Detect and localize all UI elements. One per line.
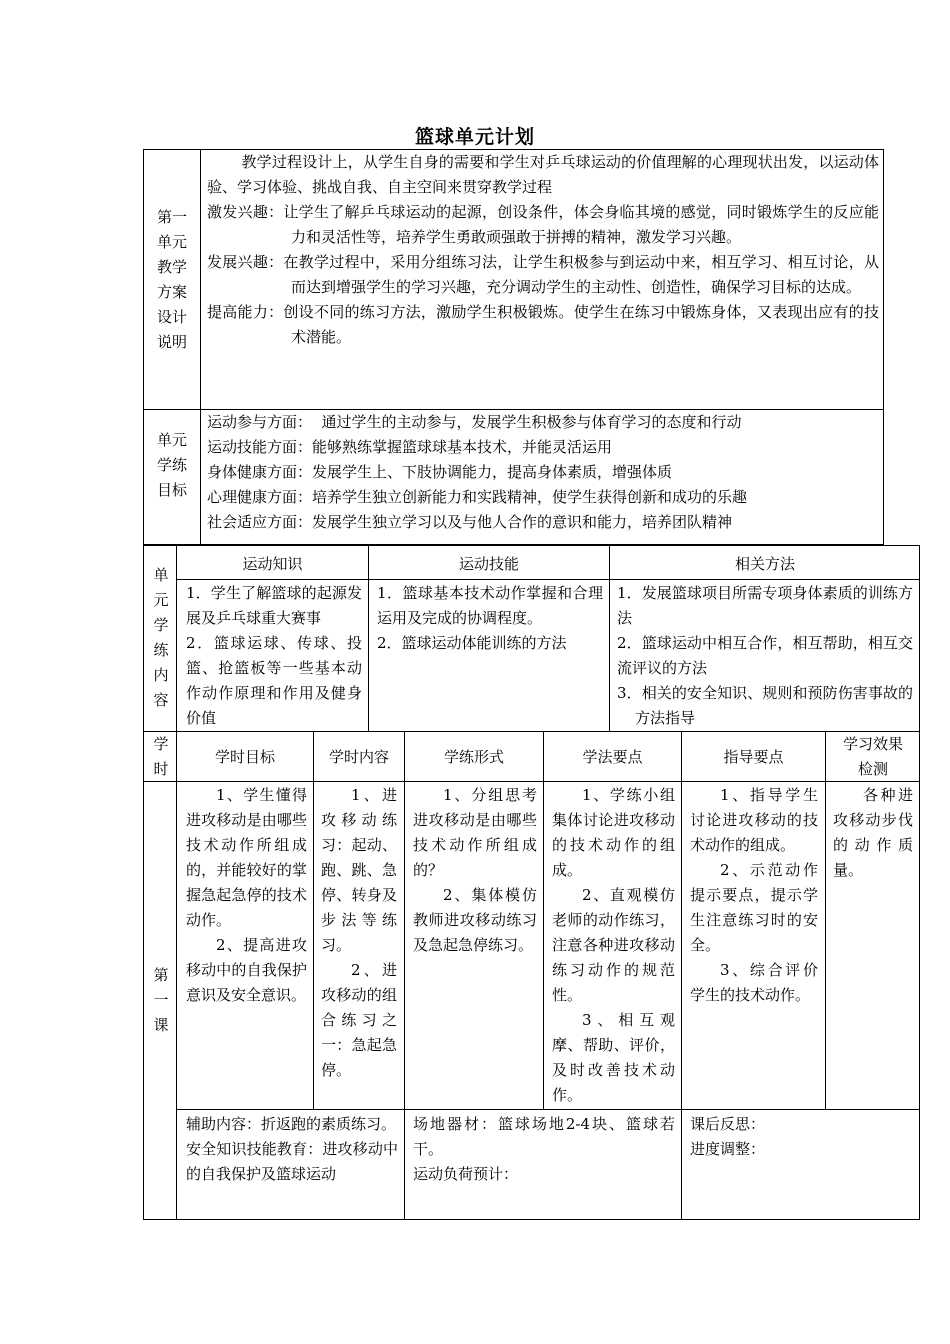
methods-item: 2．篮球运动中相互合作，相互帮助，相互交流评议的方法 bbox=[617, 634, 913, 677]
header-methods: 相关方法 bbox=[734, 555, 795, 573]
lesson-evaluation bbox=[833, 783, 913, 883]
goal-mental: 心理健康方面：培养学生独立创新能力和实践精神，使学生获得创新和成功的乐趣 bbox=[207, 488, 748, 506]
divider bbox=[176, 731, 177, 1220]
form-item: 1、分组思考进攻移动是由哪些技术动作所组成的？ bbox=[413, 786, 537, 879]
page-title: 篮球单元计划 bbox=[414, 126, 535, 148]
divider bbox=[313, 731, 314, 1109]
skills-item: 1．篮球基本技术动作掌握和合理运用及完成的协调程度。 bbox=[377, 584, 603, 627]
header-skills: 运动技能 bbox=[458, 555, 519, 573]
goal-social: 社会适应方面：发展学生独立学习以及与他人合作的意识和能力，培养团队精神 bbox=[207, 513, 733, 531]
unit-goals-list bbox=[207, 410, 879, 535]
design-item-ability: 提高能力：创设不同的练习方法，激励学生积极锻炼。使学生在练习中锻炼身体，又表现出应有的技术潜能。 bbox=[207, 303, 879, 346]
objective-item: 2、提高进攻移动中的自我保护意识及安全意识。 bbox=[186, 936, 307, 1004]
aux-and-safety bbox=[186, 1112, 398, 1187]
divider bbox=[825, 731, 826, 1109]
methods-item: 3．相关的安全知识、规则和预防伤害事故的方法指导 bbox=[617, 684, 913, 727]
divider bbox=[176, 579, 920, 580]
header-knowledge: 运动知识 bbox=[242, 555, 303, 573]
divider bbox=[200, 409, 201, 545]
load-estimate: 运动负荷预计： bbox=[413, 1165, 519, 1183]
divider bbox=[543, 731, 544, 1109]
guidance-item: 3、综合评价学生的技术动作。 bbox=[690, 961, 818, 1004]
lesson-content bbox=[321, 783, 397, 1083]
design-intro: 教学过程设计上，从学生自身的需要和学生对乒乓球运动的价值理解的心理现状出发，以运动体验、学习体验、挑战自我、自主空间来贯穿教学过程 bbox=[207, 153, 879, 196]
lesson-label: 第一课 bbox=[153, 966, 169, 1034]
guidance-item: 2、示范动作提示要点，提示学生注意练习时的安全。 bbox=[690, 861, 818, 954]
header-forms: 学练形式 bbox=[443, 748, 504, 766]
content-item: 1、进攻移动练习：起动、跑、跳、急停、转身及步法等练习。 bbox=[321, 786, 397, 954]
header-period: 学时 bbox=[153, 735, 169, 778]
method-point-item: 2、直观模仿老师的动作练习，注意各种进攻移动练习动作的规范性。 bbox=[552, 886, 675, 1004]
design-item-develop: 发展兴趣：在教学过程中，采用分组练习法，让学生积极参与到运动中来，相互学习、相互讨论，从而达到增强学生的学习兴趣，充分调动学生的主动性、创造性，确保学习目标的达成。 bbox=[207, 253, 879, 296]
content-item: 2、进攻移动的组合练习之一：急起急停。 bbox=[321, 961, 397, 1079]
progress-adjustment: 进度调整： bbox=[690, 1140, 766, 1158]
aux-content: 辅助内容：折返跑的素质练习。 bbox=[186, 1115, 397, 1133]
knowledge-list bbox=[186, 581, 362, 731]
knowledge-item: 1．学生了解篮球的起源发展及乒乓球重大赛事 bbox=[186, 584, 362, 627]
divider bbox=[404, 731, 405, 1220]
divider bbox=[143, 781, 920, 782]
section-label-content: 单元学练内容 bbox=[153, 566, 169, 709]
after-class-reflection: 课后反思： bbox=[690, 1115, 766, 1133]
evaluation-text: 各种进攻移动步伐的动作质量。 bbox=[833, 786, 913, 879]
lesson-guidance bbox=[690, 783, 818, 1008]
skills-list bbox=[377, 581, 603, 656]
venue-equipment: 场地器材：篮球场地2-4块、篮球若干。 bbox=[413, 1115, 675, 1158]
objective-item: 1、学生懂得进攻移动是由哪些技术动作所组成的，并能较好的掌握急起急停的技术动作。 bbox=[186, 786, 307, 929]
header-evaluation: 学习效果检测 bbox=[842, 735, 903, 778]
method-point-item: 1、学练小组集体讨论进攻移动的技术动作的组成。 bbox=[552, 786, 675, 879]
header-content: 学时内容 bbox=[328, 748, 389, 766]
design-item-interest: 激发兴趣：让学生了解乒乓球运动的起源，创设条件，体会身临其境的感觉，同时锻炼学生的反应能力和灵活性等，培养学生勇敢顽强敢于拼搏的精神，激发学习兴趣。 bbox=[207, 203, 879, 246]
form-item: 2、集体模仿教师进攻移动练习及急起急停练习。 bbox=[413, 886, 537, 954]
goal-skills: 运动技能方面：能够熟练掌握篮球球基本技术，并能灵活运用 bbox=[207, 438, 613, 456]
methods-item: 1．发展篮球项目所需专项身体素质的训练方法 bbox=[617, 584, 913, 627]
divider bbox=[176, 1109, 920, 1110]
lesson-method-points bbox=[552, 783, 675, 1108]
divider bbox=[200, 149, 201, 410]
header-objectives: 学时目标 bbox=[214, 748, 275, 766]
venue-and-load bbox=[413, 1112, 675, 1187]
header-method-points: 学法要点 bbox=[582, 748, 643, 766]
header-guidance: 指导要点 bbox=[723, 748, 784, 766]
lesson-objectives bbox=[186, 783, 307, 1008]
divider bbox=[681, 731, 682, 1220]
guidance-item: 1、指导学生讨论进攻移动的技术动作的组成。 bbox=[690, 786, 818, 854]
lesson-forms bbox=[413, 783, 537, 958]
section-label-goals: 单元学练目标 bbox=[156, 431, 187, 499]
safety-education: 安全知识技能教育：进攻移动中的自我保护及篮球运动 bbox=[186, 1140, 398, 1183]
goal-health: 身体健康方面：发展学生上、下肢协调能力，提高身体素质，增强体质 bbox=[207, 463, 673, 481]
reflection-and-progress bbox=[690, 1112, 914, 1162]
design-description-text bbox=[207, 150, 879, 350]
methods-list bbox=[617, 581, 913, 731]
skills-item: 2．篮球运动体能训练的方法 bbox=[377, 634, 567, 652]
goal-participation: 运动参与方面： 通过学生的主动参与，发展学生积极参与体育学习的态度和行动 bbox=[207, 413, 742, 431]
knowledge-item: 2．篮球运球、传球、投篮、抢篮板等一些基本动作动作原理和作用及健身价值 bbox=[186, 634, 362, 727]
method-point-item: 3、相互观摩、帮助、评价，及时改善技术动作。 bbox=[552, 1011, 675, 1104]
section-label-design: 第一单元教学方案设计说明 bbox=[156, 208, 187, 351]
